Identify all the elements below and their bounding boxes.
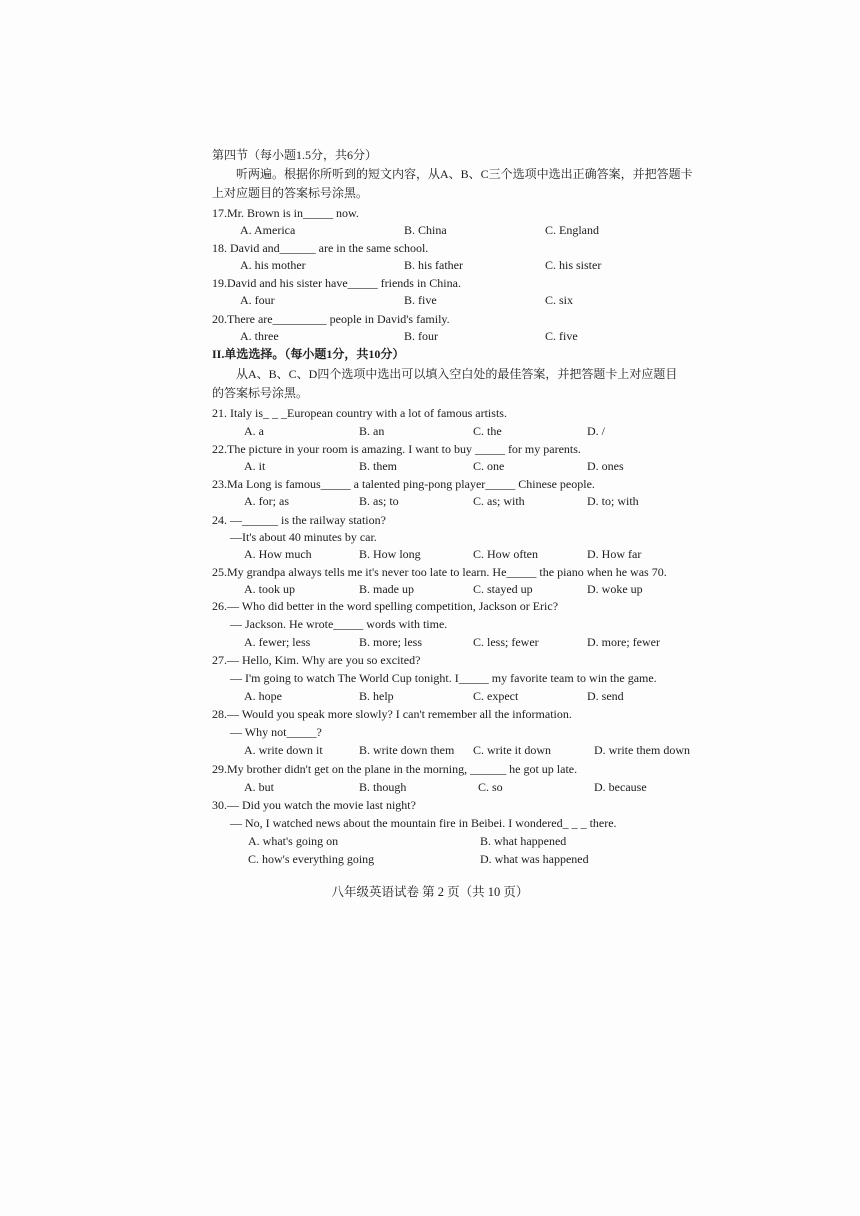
- page-footer: 八年级英语试卷 第 2 页（共 10 页）: [331, 885, 529, 899]
- option-b: B. five: [404, 293, 437, 307]
- option-d: D. ones: [587, 459, 624, 473]
- option-c: C. England: [545, 223, 599, 237]
- option-c: C. one: [473, 459, 505, 473]
- option-b: B. them: [359, 459, 397, 473]
- option-b: B. his father: [404, 258, 463, 272]
- option-d: D. what was happened: [480, 852, 589, 866]
- option-b: B. as; to: [359, 494, 399, 508]
- option-a: A. three: [240, 329, 279, 343]
- option-c: C. expect: [473, 689, 519, 703]
- option-d: D. How far: [587, 547, 642, 561]
- option-a: A. four: [240, 293, 275, 307]
- option-c: C. stayed up: [473, 582, 533, 596]
- option-a: A. but: [244, 780, 274, 794]
- option-d: D. woke up: [587, 582, 643, 596]
- question-stem: 29.My brother didn't get on the plane in the morning, ______ he got up late.: [212, 762, 578, 776]
- question-stem: 28.— Would you speak more slowly? I can't remember all the information.: [212, 707, 572, 721]
- option-d: D. to; with: [587, 494, 639, 508]
- option-c: C. as; with: [473, 494, 525, 508]
- section2-instruction-1: 从A、B、C、D四个选项中选出可以填入空白处的最佳答案，并把答题卡上对应题目: [236, 367, 678, 381]
- option-c: C. six: [545, 293, 574, 307]
- question-stem: 27.— Hello, Kim. Why are you so excited?: [212, 653, 421, 667]
- section2-instruction-2: 的答案标号涂黑。: [212, 386, 309, 400]
- option-c: C. his sister: [545, 258, 602, 272]
- option-c: C. How often: [473, 547, 538, 561]
- option-c: C. the: [473, 424, 502, 438]
- question-stem: 26.— Who did better in the word spelling competition, Jackson or Eric?: [212, 599, 559, 613]
- option-b: B. help: [359, 689, 394, 703]
- section4-instruction-1: 听两遍。根据你所听到的短文内容，从A、B、C三个选项中选出正确答案，并把答题卡: [236, 167, 693, 181]
- question-stem: 18. David and______ are in the same school.: [212, 241, 429, 255]
- option-b: B. an: [359, 424, 385, 438]
- option-a: A. for; as: [244, 494, 289, 508]
- option-b: B. How long: [359, 547, 421, 561]
- option-d: D. write them down: [594, 743, 690, 757]
- option-c: C. less; fewer: [473, 635, 539, 649]
- option-b: B. write down them: [359, 743, 455, 757]
- option-c: C. so: [478, 780, 503, 794]
- option-c: C. write it down: [473, 743, 551, 757]
- question-stem-line-2: — I'm going to watch The World Cup tonight. I_____ my favorite team to win the game.: [230, 671, 657, 685]
- question-stem: 22.The picture in your room is amazing. I want to buy _____ for my parents.: [212, 442, 581, 456]
- section4-instruction-2: 上对应题目的答案标号涂黑。: [212, 186, 369, 200]
- option-a: A. hope: [244, 689, 282, 703]
- option-a: A. his mother: [240, 258, 306, 272]
- option-d: D. send: [587, 689, 624, 703]
- option-a: A. America: [240, 223, 296, 237]
- option-a: A. took up: [244, 582, 295, 596]
- option-b: B. made up: [359, 582, 414, 596]
- option-c: C. five: [545, 329, 578, 343]
- option-a: A. How much: [244, 547, 312, 561]
- option-b: B. China: [404, 223, 447, 237]
- question-stem: 25.My grandpa always tells me it's never too late to learn. He_____ the piano when he was 70.: [212, 565, 667, 579]
- question-stem-line-2: — No, I watched news about the mountain fire in Beibei. I wondered_ _ _ there.: [230, 816, 617, 830]
- option-c: C. how's everything going: [248, 852, 375, 866]
- question-stem: 23.Ma Long is famous_____ a talented ping-pong player_____ Chinese people.: [212, 477, 595, 491]
- question-stem: 19.David and his sister have_____ friends in China.: [212, 276, 461, 290]
- option-a: A. it: [244, 459, 266, 473]
- option-a: A. a: [244, 424, 264, 438]
- option-a: A. fewer; less: [244, 635, 311, 649]
- question-stem-line-2: — Jackson. He wrote_____ words with time.: [230, 617, 448, 631]
- question-stem: 24. —______ is the railway station?: [212, 513, 386, 527]
- section2-title: II.单选选择。（每小题1分，共10分）: [212, 347, 405, 361]
- option-b: B. what happened: [480, 834, 567, 848]
- option-a: A. what's going on: [248, 834, 339, 848]
- option-b: B. four: [404, 329, 438, 343]
- section4-title: 第四节（每小题1.5分，共6分）: [212, 148, 378, 162]
- option-a: A. write down it: [244, 743, 323, 757]
- option-d: D. /: [587, 424, 605, 438]
- question-stem-line-2: — Why not_____?: [230, 725, 322, 739]
- question-stem: 17.Mr. Brown is in_____ now.: [212, 206, 359, 220]
- question-stem-line-2: —It's about 40 minutes by car.: [230, 530, 377, 544]
- question-stem: 30.— Did you watch the movie last night?: [212, 798, 416, 812]
- option-b: B. though: [359, 780, 407, 794]
- question-stem: 21. Italy is_ _ _European country with a lot of famous artists.: [212, 406, 507, 420]
- option-d: D. because: [594, 780, 647, 794]
- question-stem: 20.There are_________ people in David's family.: [212, 312, 450, 326]
- option-d: D. more; fewer: [587, 635, 660, 649]
- option-b: B. more; less: [359, 635, 422, 649]
